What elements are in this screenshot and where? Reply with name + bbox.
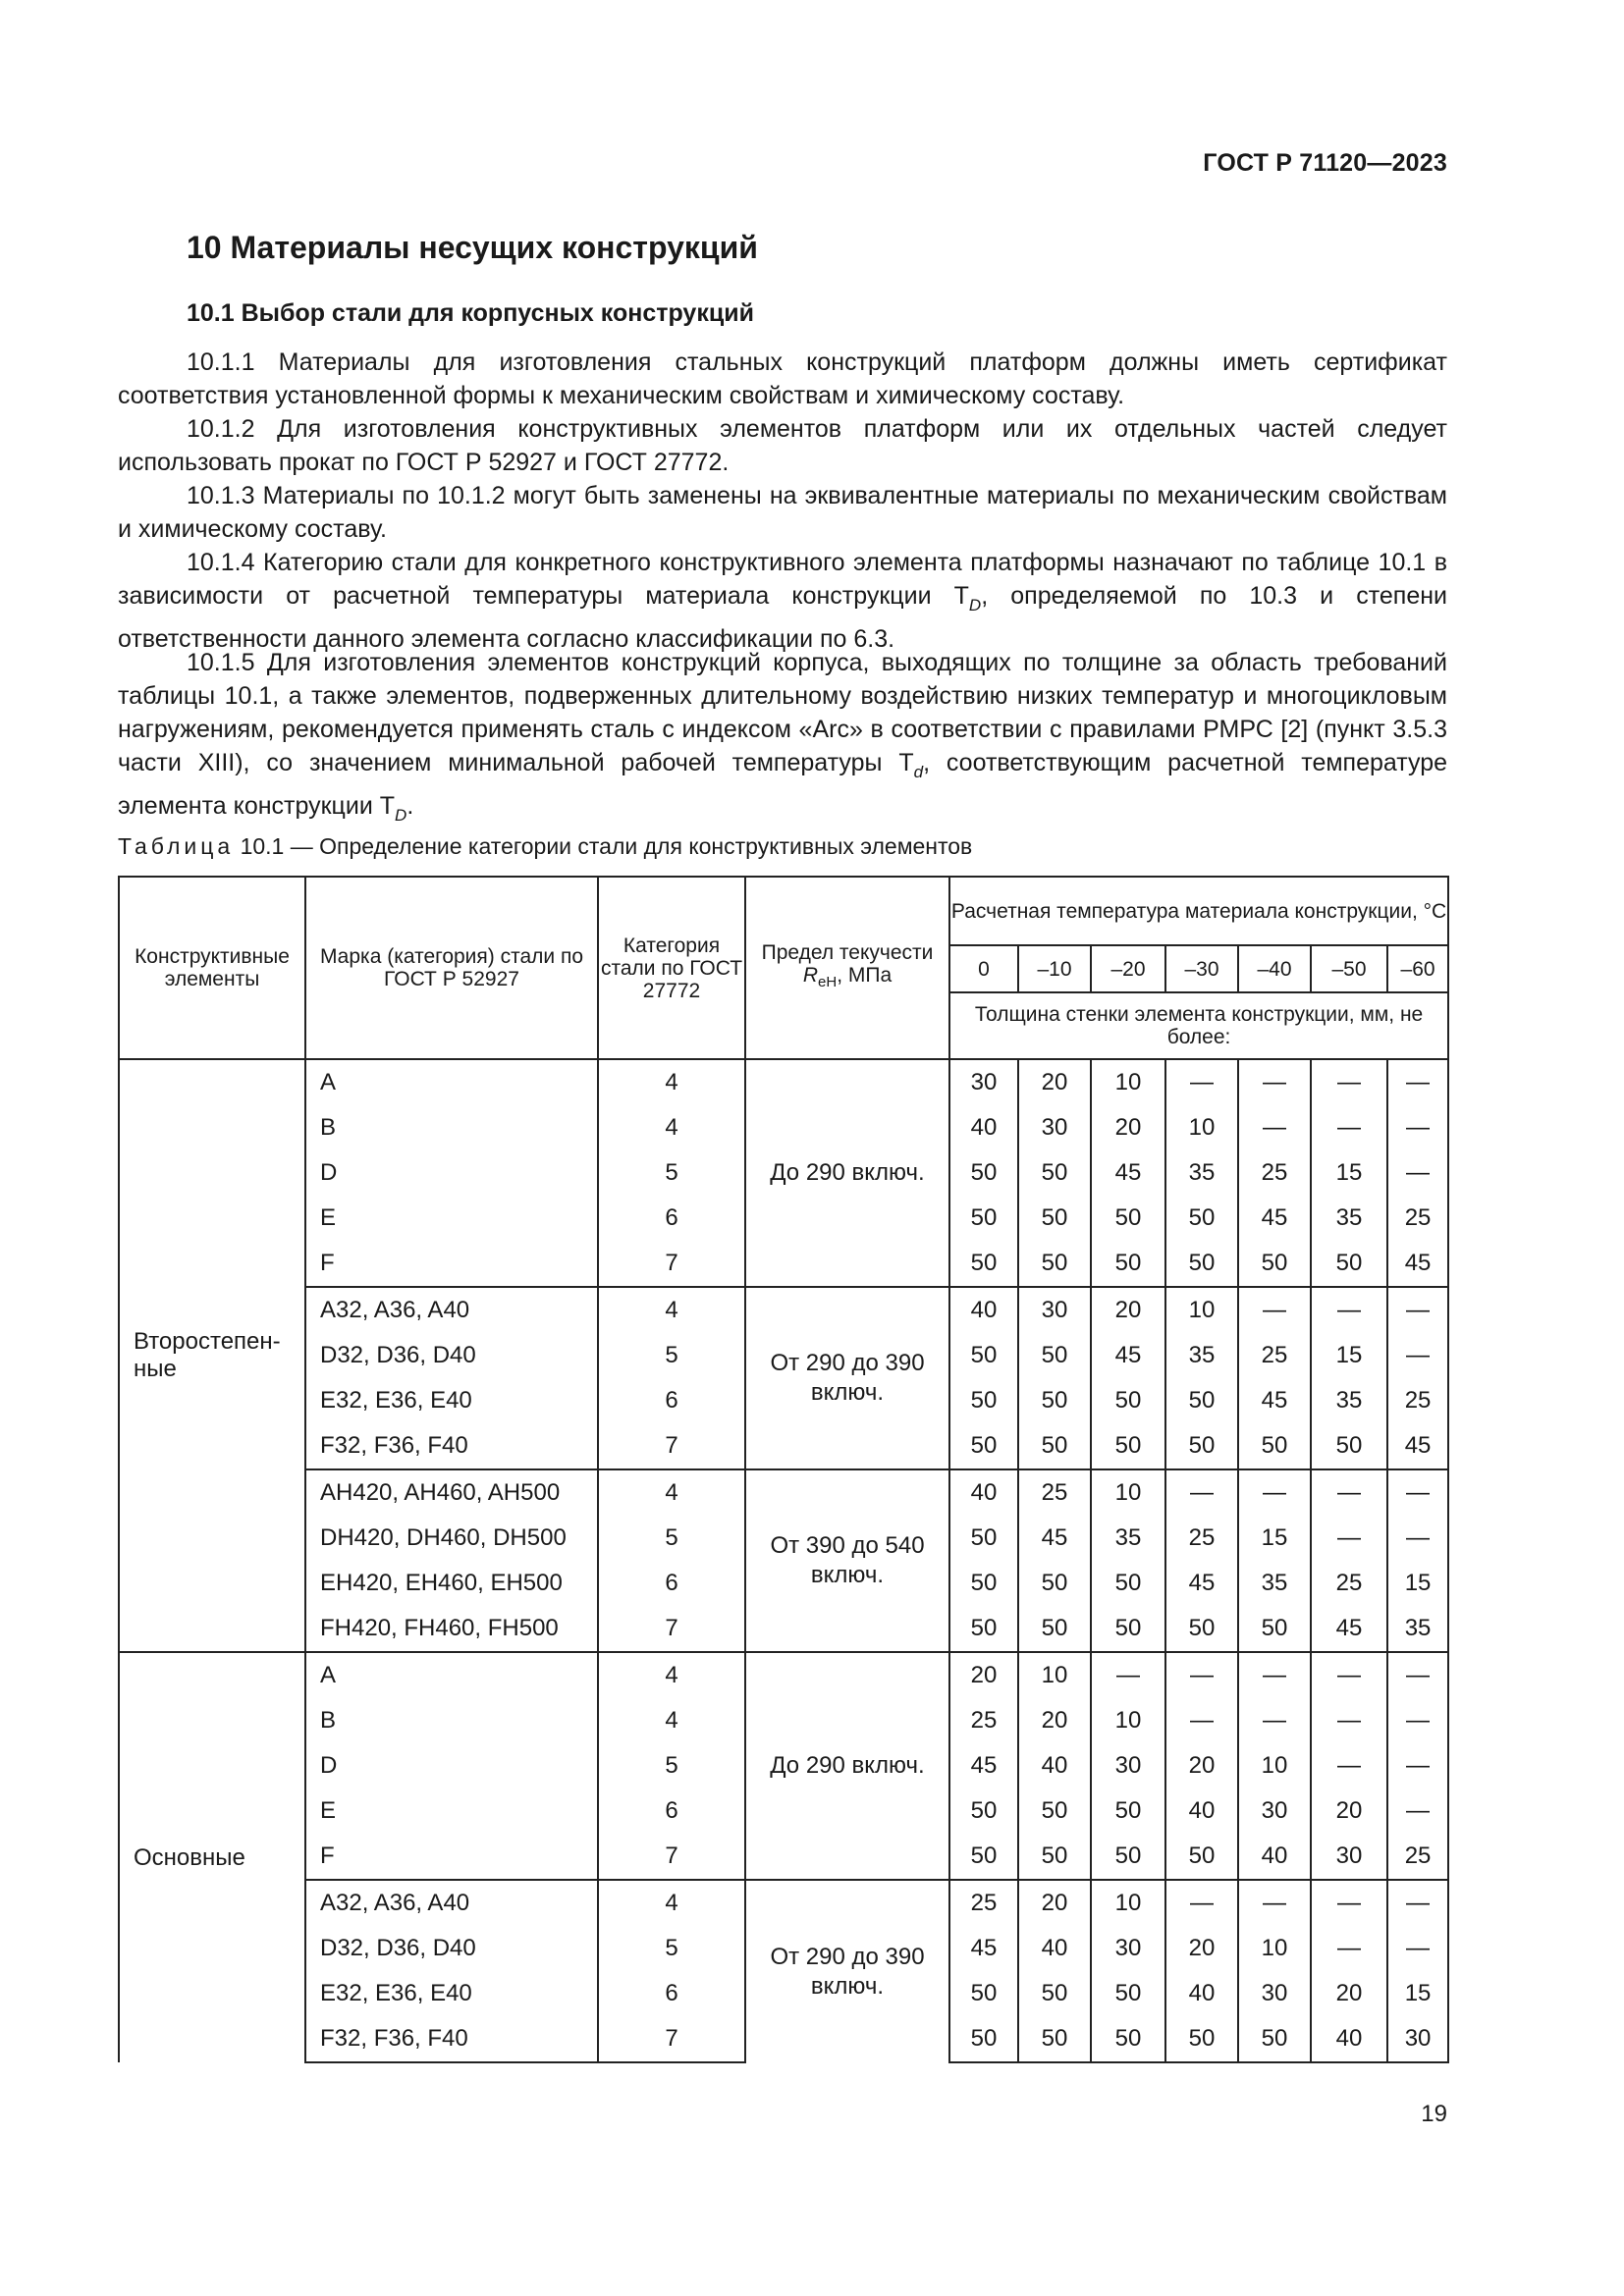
cell-category: 7 [598, 1606, 745, 1652]
cell-thickness: — [1238, 1880, 1311, 1926]
cell-yield: От 390 до 540 включ. [745, 1469, 949, 1652]
cell-thickness: 50 [1091, 1834, 1165, 1880]
cell-thickness: 50 [1165, 1606, 1238, 1652]
cell-category: 6 [598, 1561, 745, 1606]
cell-grade: A32, A36, A40 [305, 1880, 598, 1926]
cell-thickness: 50 [1238, 1606, 1311, 1652]
cell-thickness: 30 [949, 1059, 1018, 1105]
cell-thickness: — [1387, 1926, 1448, 1971]
cell-thickness: 25 [1311, 1561, 1387, 1606]
cell-thickness: 50 [1165, 1834, 1238, 1880]
cell-thickness: 25 [1387, 1834, 1448, 1880]
cell-thickness: 50 [949, 1789, 1018, 1834]
cell-thickness: 50 [949, 1423, 1018, 1469]
cell-thickness: — [1311, 1652, 1387, 1698]
cell-thickness: 45 [949, 1926, 1018, 1971]
table-row [119, 1880, 1448, 1926]
cell-grade: AH420, AH460, AH500 [305, 1469, 598, 1516]
cell-thickness: 50 [949, 1606, 1018, 1652]
cell-category: 6 [598, 1789, 745, 1834]
cell-thickness: 50 [1018, 2016, 1091, 2062]
cell-thickness: 25 [1238, 1150, 1311, 1196]
cell-thickness: 50 [1018, 1241, 1091, 1287]
cell-grade: D [305, 1150, 598, 1196]
cell-category: 5 [598, 1150, 745, 1196]
cell-thickness: 25 [1387, 1378, 1448, 1423]
cell-thickness: 50 [1091, 1378, 1165, 1423]
header-yield [745, 877, 949, 1059]
cell-thickness: — [1387, 1516, 1448, 1561]
cell-category: 7 [598, 2016, 745, 2062]
cell-thickness: 20 [1311, 1971, 1387, 2016]
paragraph-text: 10.1.4 Категорию стали для конкретного конструктивного элемента платформы назначают по таблице 10.1 в зависимости от расчетной температуры материала конструкции T [118, 549, 1447, 610]
cell-thickness: 20 [1091, 1287, 1165, 1333]
cell-thickness: 50 [1018, 1333, 1091, 1378]
cell-thickness: 45 [1238, 1378, 1311, 1423]
cell-thickness: — [1387, 1789, 1448, 1834]
document-code: ГОСТ Р 71120—2023 [1203, 149, 1447, 177]
paragraph-text: , соответствующим расчетной температуре элемента конструкции T [118, 749, 1448, 820]
cell-thickness: 10 [1018, 1652, 1091, 1698]
cell-thickness: 20 [1165, 1743, 1238, 1789]
header-elements: Конструктивные элементы [119, 877, 305, 1059]
cell-category: 4 [598, 1698, 745, 1743]
cell-thickness: 50 [1238, 1241, 1311, 1287]
cell-yield: От 290 до 390 включ. [745, 1880, 949, 2062]
cell-thickness: 40 [1238, 1834, 1311, 1880]
cell-thickness: 10 [1091, 1698, 1165, 1743]
cell-thickness: 30 [1018, 1287, 1091, 1333]
cell-thickness: 50 [1091, 1423, 1165, 1469]
element-primary: Основные [119, 1652, 305, 2062]
table-row [119, 1059, 1448, 1105]
cell-thickness: 30 [1311, 1834, 1387, 1880]
cell-thickness: 30 [1091, 1743, 1165, 1789]
cell-thickness: 40 [1165, 1789, 1238, 1834]
cell-thickness: 50 [1165, 1378, 1238, 1423]
cell-thickness: 10 [1165, 1105, 1238, 1150]
cell-thickness: 20 [1091, 1105, 1165, 1150]
cell-thickness: 25 [1238, 1333, 1311, 1378]
cell-grade: B [305, 1105, 598, 1150]
cell-thickness: 45 [1091, 1150, 1165, 1196]
cell-thickness: — [1311, 1469, 1387, 1516]
cell-category: 6 [598, 1196, 745, 1241]
cell-thickness: 50 [1018, 1971, 1091, 2016]
cell-thickness: — [1311, 1698, 1387, 1743]
table-row [119, 1652, 1448, 1698]
cell-thickness: — [1387, 1287, 1448, 1333]
paragraph-text: . [406, 792, 414, 820]
cell-grade: A32, A36, A40 [305, 1287, 598, 1333]
table-row [119, 1469, 1448, 1516]
cell-thickness: — [1311, 1287, 1387, 1333]
cell-thickness: 35 [1387, 1606, 1448, 1652]
cell-thickness: 20 [949, 1652, 1018, 1698]
cell-thickness: — [1311, 1880, 1387, 1926]
table-caption [118, 833, 972, 860]
cell-thickness: 50 [1091, 1971, 1165, 2016]
header-category: Категория стали по ГОСТ 27772 [598, 877, 745, 1059]
cell-thickness: 15 [1387, 1971, 1448, 2016]
cell-thickness: 10 [1238, 1743, 1311, 1789]
cell-thickness: — [1238, 1698, 1311, 1743]
cell-thickness: — [1238, 1059, 1311, 1105]
cell-thickness: 50 [1238, 2016, 1311, 2062]
cell-thickness: 45 [1387, 1423, 1448, 1469]
cell-thickness: 45 [1238, 1196, 1311, 1241]
cell-grade: D32, D36, D40 [305, 1926, 598, 1971]
cell-thickness: 50 [949, 1196, 1018, 1241]
cell-category: 6 [598, 1971, 745, 2016]
cell-thickness: 25 [949, 1698, 1018, 1743]
cell-thickness: 50 [1091, 2016, 1165, 2062]
cell-thickness: 50 [1018, 1378, 1091, 1423]
cell-thickness: — [1165, 1469, 1238, 1516]
cell-thickness: 50 [949, 1561, 1018, 1606]
cell-thickness: — [1165, 1698, 1238, 1743]
cell-thickness: 45 [1091, 1333, 1165, 1378]
cell-thickness: 50 [1091, 1606, 1165, 1652]
subscript: D [395, 806, 407, 825]
cell-thickness: 30 [1018, 1105, 1091, 1150]
cell-thickness: 35 [1311, 1378, 1387, 1423]
cell-category: 5 [598, 1743, 745, 1789]
cell-thickness: 30 [1238, 1971, 1311, 2016]
cell-thickness: 20 [1018, 1880, 1091, 1926]
header-temp-6: –60 [1387, 945, 1448, 992]
cell-thickness: 50 [1018, 1561, 1091, 1606]
cell-thickness: 10 [1091, 1059, 1165, 1105]
cell-thickness: 20 [1018, 1698, 1091, 1743]
cell-category: 7 [598, 1834, 745, 1880]
cell-grade: DH420, DH460, DH500 [305, 1516, 598, 1561]
cell-thickness: 50 [1018, 1196, 1091, 1241]
cell-thickness: 25 [1018, 1469, 1091, 1516]
cell-thickness: 50 [1165, 1423, 1238, 1469]
cell-thickness: — [1311, 1516, 1387, 1561]
cell-thickness: 25 [1387, 1196, 1448, 1241]
cell-thickness: 50 [949, 2016, 1018, 2062]
cell-yield: От 290 до 390 включ. [745, 1287, 949, 1469]
cell-grade: E32, E36, E40 [305, 1378, 598, 1423]
header-temp-4: –40 [1238, 945, 1311, 992]
page-number: 19 [1421, 2101, 1447, 2127]
paragraph-text: 10.1.5 Для изготовления элементов конструкций корпуса, выходящих по толщине за область требований таблицы 10.1, а также элементов, подверженных длительному воздействию низких температур и многоцикловым нагружениям, рекомендуется применять сталь с индексом «Arc» в соответствии с правилами РМРС [2] (пункт 3.5.3 части XIII), со значением минимальной рабочей температуры T [118, 649, 1447, 776]
cell-thickness: 30 [1387, 2016, 1448, 2062]
cell-thickness: 50 [1091, 1789, 1165, 1834]
cell-grade: FH420, FH460, FH500 [305, 1606, 598, 1652]
header-temp-3: –30 [1165, 945, 1238, 992]
cell-thickness: 50 [1018, 1423, 1091, 1469]
cell-thickness: — [1238, 1287, 1311, 1333]
cell-grade: F [305, 1241, 598, 1287]
cell-thickness: 50 [949, 1333, 1018, 1378]
cell-thickness: 35 [1238, 1561, 1311, 1606]
header-temp-2: –20 [1091, 945, 1165, 992]
cell-thickness: 15 [1311, 1333, 1387, 1378]
cell-thickness: 50 [1238, 1423, 1311, 1469]
cell-thickness: 40 [1311, 2016, 1387, 2062]
cell-thickness: 50 [949, 1150, 1018, 1196]
cell-thickness: — [1238, 1105, 1311, 1150]
cell-grade: D [305, 1743, 598, 1789]
cell-thickness: 40 [949, 1469, 1018, 1516]
cell-thickness: 35 [1091, 1516, 1165, 1561]
cell-grade: A [305, 1059, 598, 1105]
cell-thickness: 15 [1387, 1561, 1448, 1606]
cell-thickness: 50 [949, 1834, 1018, 1880]
cell-thickness: 15 [1238, 1516, 1311, 1561]
cell-thickness: 10 [1238, 1926, 1311, 1971]
cell-thickness: — [1238, 1652, 1311, 1698]
cell-thickness: 30 [1238, 1789, 1311, 1834]
cell-thickness: 50 [949, 1971, 1018, 2016]
cell-thickness: 50 [949, 1378, 1018, 1423]
cell-thickness: — [1165, 1059, 1238, 1105]
cell-thickness: 45 [949, 1743, 1018, 1789]
cell-thickness: — [1387, 1880, 1448, 1926]
cell-thickness: 50 [1165, 1241, 1238, 1287]
cell-thickness: 40 [949, 1287, 1018, 1333]
header-yield-unit: , МПа [837, 964, 893, 988]
cell-thickness: 35 [1165, 1150, 1238, 1196]
header-yield-subscript: eH [818, 974, 838, 991]
cell-grade: F [305, 1834, 598, 1880]
table-caption-text: 10.1 — Определение категории стали для конструктивных элементов [234, 833, 973, 859]
cell-thickness: — [1165, 1652, 1238, 1698]
cell-thickness: 50 [1311, 1241, 1387, 1287]
header-yield-text: Предел текучести [761, 941, 934, 965]
cell-thickness: — [1238, 1469, 1311, 1516]
cell-thickness: 10 [1165, 1287, 1238, 1333]
cell-thickness: 50 [1165, 2016, 1238, 2062]
cell-thickness: 50 [1018, 1834, 1091, 1880]
cell-thickness: 50 [949, 1241, 1018, 1287]
cell-category: 7 [598, 1241, 745, 1287]
cell-thickness: — [1387, 1469, 1448, 1516]
cell-thickness: 10 [1091, 1880, 1165, 1926]
header-temp-5: –50 [1311, 945, 1387, 992]
cell-category: 5 [598, 1333, 745, 1378]
cell-thickness: 20 [1165, 1926, 1238, 1971]
header-yield-symbol: R [802, 964, 819, 988]
cell-grade: E32, E36, E40 [305, 1971, 598, 2016]
cell-thickness: 10 [1091, 1469, 1165, 1516]
cell-grade: EH420, EH460, EH500 [305, 1561, 598, 1606]
cell-grade: A [305, 1652, 598, 1698]
cell-thickness: 35 [1311, 1196, 1387, 1241]
cell-thickness: — [1387, 1652, 1448, 1698]
cell-thickness: 50 [1165, 1196, 1238, 1241]
cell-category: 4 [598, 1469, 745, 1516]
cell-thickness: 50 [1091, 1241, 1165, 1287]
table-row [119, 1287, 1448, 1333]
cell-thickness: 40 [1165, 1971, 1238, 2016]
cell-thickness: 20 [1018, 1059, 1091, 1105]
cell-thickness: 50 [949, 1516, 1018, 1561]
cell-category: 5 [598, 1516, 745, 1561]
cell-thickness: 25 [1165, 1516, 1238, 1561]
cell-thickness: 15 [1311, 1150, 1387, 1196]
cell-thickness: 50 [1018, 1606, 1091, 1652]
cell-thickness: — [1311, 1105, 1387, 1150]
paragraph-10-1-3: 10.1.3 Материалы по 10.1.2 могут быть заменены на эквивалентные материалы по механическим свойствам и химическому составу. [118, 482, 1447, 543]
cell-grade: D32, D36, D40 [305, 1333, 598, 1378]
cell-category: 4 [598, 1880, 745, 1926]
cell-thickness: 40 [1018, 1926, 1091, 1971]
cell-category: 4 [598, 1287, 745, 1333]
element-secondary: Второстепен-ные [119, 1059, 305, 1652]
subsection-title: 10.1 Выбор стали для корпусных конструкций [187, 299, 754, 327]
cell-category: 4 [598, 1059, 745, 1105]
cell-grade: E [305, 1789, 598, 1834]
header-temperature: Расчетная температура материала конструкции, °С [949, 877, 1448, 945]
cell-thickness: 45 [1387, 1241, 1448, 1287]
paragraph-10-1-1: 10.1.1 Материалы для изготовления стальных конструкций платформ должны иметь сертификат соответствия установленной формы к механическим свойствам и химическому составу. [118, 348, 1447, 409]
cell-category: 4 [598, 1105, 745, 1150]
paragraph-10-1-4 [118, 546, 1447, 656]
cell-category: 6 [598, 1378, 745, 1423]
cell-thickness: — [1387, 1105, 1448, 1150]
cell-thickness: 30 [1091, 1926, 1165, 1971]
header-grade: Марка (категория) стали по ГОСТ Р 52927 [305, 877, 598, 1059]
cell-thickness: 45 [1311, 1606, 1387, 1652]
section-title: 10 Материалы несущих конструкций [187, 230, 758, 265]
cell-grade: B [305, 1698, 598, 1743]
cell-thickness: 35 [1165, 1333, 1238, 1378]
paragraph-10-1-5 [118, 646, 1447, 832]
cell-thickness: — [1387, 1059, 1448, 1105]
cell-thickness: 50 [1311, 1423, 1387, 1469]
cell-thickness: 25 [949, 1880, 1018, 1926]
cell-grade: F32, F36, F40 [305, 1423, 598, 1469]
header-temp-0: 0 [949, 945, 1018, 992]
cell-thickness: — [1311, 1743, 1387, 1789]
cell-thickness: 50 [1091, 1561, 1165, 1606]
steel-category-table [118, 876, 1449, 2063]
paragraph-text: , определяемой по 10.3 и степени ответственности данного элемента согласно классификации по 6.3. [118, 582, 1447, 653]
header-temp-1: –10 [1018, 945, 1091, 992]
cell-thickness: 50 [1018, 1150, 1091, 1196]
cell-yield: До 290 включ. [745, 1059, 949, 1287]
cell-thickness: 50 [1018, 1789, 1091, 1834]
cell-thickness: — [1387, 1743, 1448, 1789]
cell-category: 4 [598, 1652, 745, 1698]
cell-thickness: — [1311, 1059, 1387, 1105]
cell-thickness: 45 [1018, 1516, 1091, 1561]
cell-thickness: — [1387, 1698, 1448, 1743]
cell-thickness: — [1165, 1880, 1238, 1926]
cell-grade: E [305, 1196, 598, 1241]
cell-category: 7 [598, 1423, 745, 1469]
table-caption-prefix: Таблица [118, 833, 235, 859]
cell-thickness: 45 [1165, 1561, 1238, 1606]
cell-thickness: 20 [1311, 1789, 1387, 1834]
cell-thickness: — [1091, 1652, 1165, 1698]
cell-yield: До 290 включ. [745, 1652, 949, 1880]
cell-grade: F32, F36, F40 [305, 2016, 598, 2062]
subscript: D [968, 596, 982, 614]
cell-category: 5 [598, 1926, 745, 1971]
cell-thickness: 50 [1091, 1196, 1165, 1241]
cell-thickness: — [1387, 1150, 1448, 1196]
cell-thickness: 40 [1018, 1743, 1091, 1789]
cell-thickness: — [1311, 1926, 1387, 1971]
paragraph-10-1-2: 10.1.2 Для изготовления конструктивных элементов платформ или их отдельных частей следует использовать прокат по ГОСТ Р 52927 и ГОСТ 27772. [118, 415, 1447, 476]
cell-thickness: — [1387, 1333, 1448, 1378]
subscript: d [913, 763, 924, 781]
header-thickness: Толщина стенки элемента конструкции, мм, не более: [949, 992, 1448, 1059]
cell-thickness: 40 [949, 1105, 1018, 1150]
